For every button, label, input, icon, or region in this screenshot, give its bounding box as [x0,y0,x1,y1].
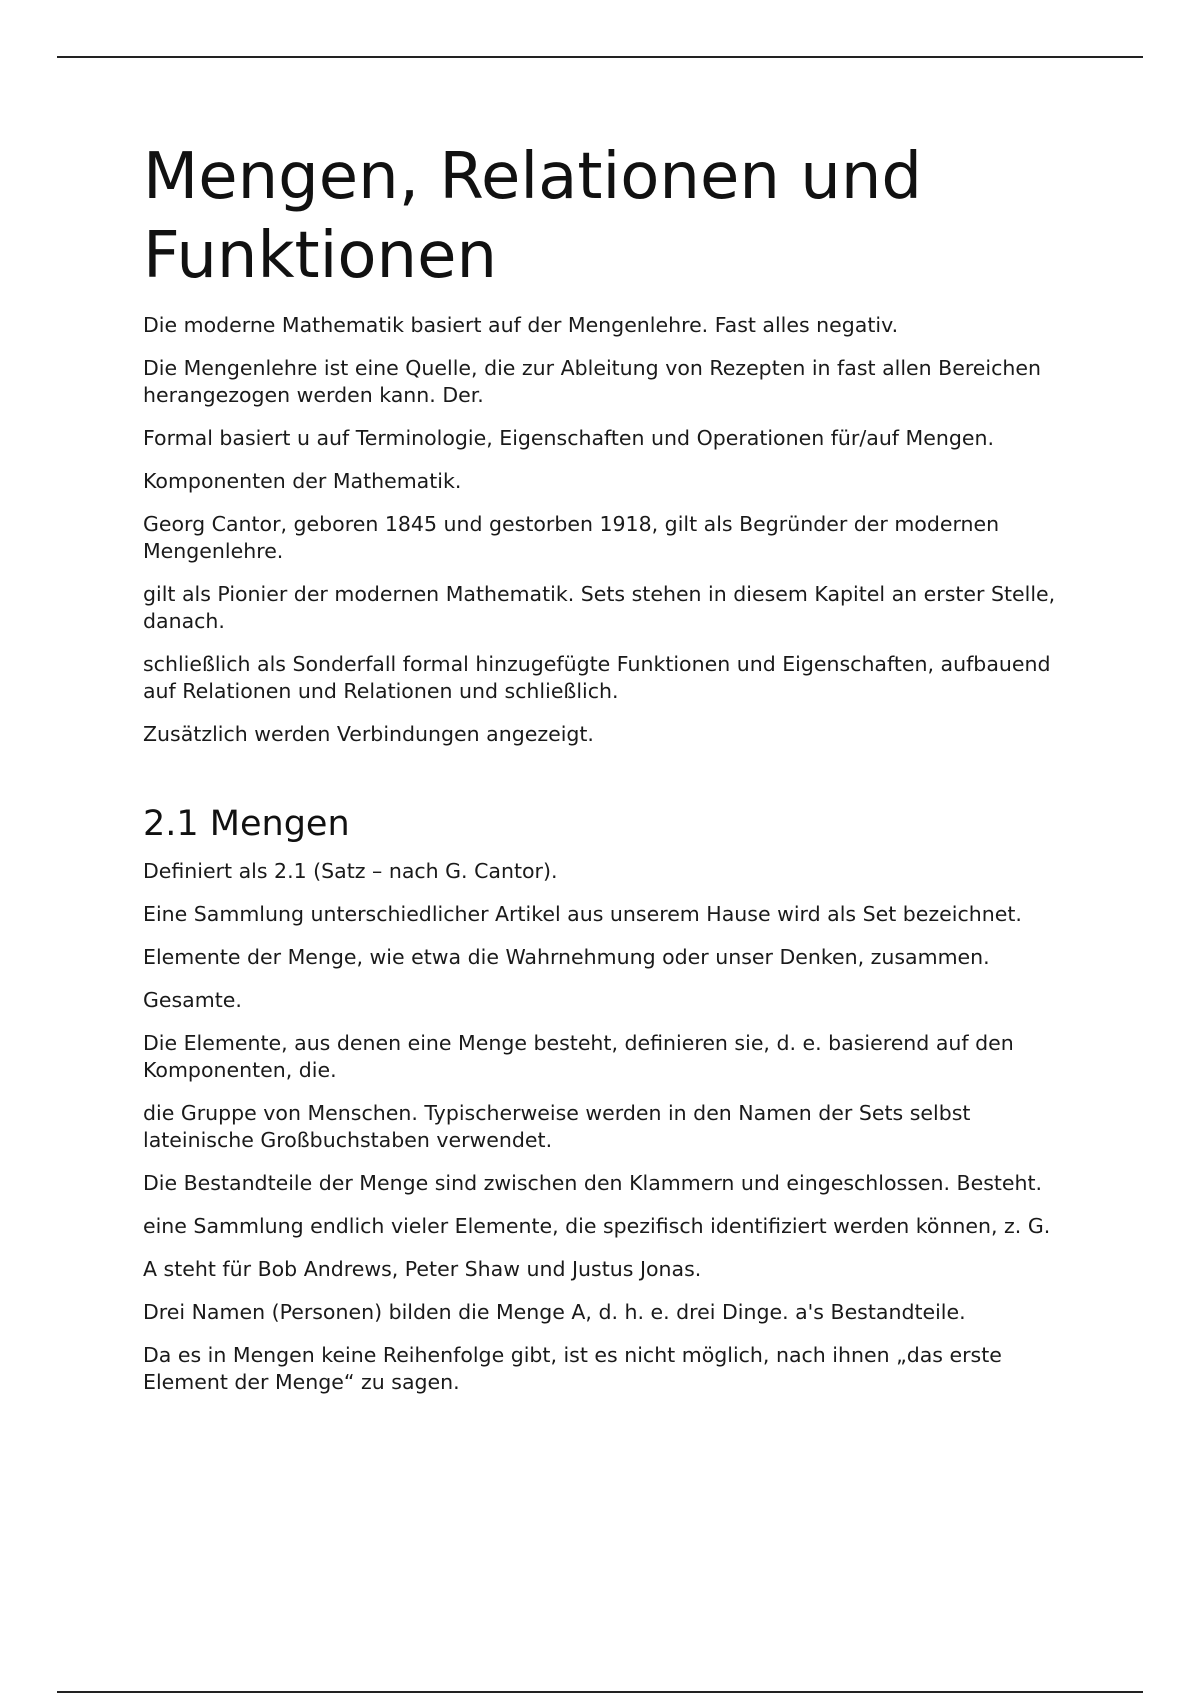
intro-paragraph: Zusätzlich werden Verbindungen angezeigt. [143,722,594,746]
section-spacer [143,764,1073,802]
top-rule [57,56,1143,58]
section-paragraph: Definiert als 2.1 (Satz – nach G. Cantor). [143,859,558,883]
section-paragraph: eine Sammlung endlich vieler Elemente, die spezifisch identifiziert werden können, z. G. [143,1214,1051,1238]
section-paragraph: Gesamte. [143,988,242,1012]
intro-paragraph: Georg Cantor, geboren 1845 und gestorben 1918, gilt als Begründer der modernen Mengenlehre. [143,512,1000,563]
intro-paragraph: schließlich als Sonderfall formal hinzugefügte Funktionen und Eigenschaften, aufbauend auf Relationen und Relationen und schließlich. [143,652,1051,703]
section-paragraph: Da es in Mengen keine Reihenfolge gibt, ist es nicht möglich, nach ihnen „das erste Element der Menge“ zu sagen. [143,1343,1002,1394]
section-block [143,858,1073,1396]
section-heading: 2.1 Mengen [143,804,350,844]
bottom-rule [57,1691,1143,1693]
document-body [143,138,1073,1412]
section-paragraph: Eine Sammlung unterschiedlicher Artikel aus unserem Hause wird als Set bezeichnet. [143,902,1022,926]
section-paragraph: Elemente der Menge, wie etwa die Wahrnehmung oder unser Denken, zusammen. [143,945,990,969]
intro-paragraph: gilt als Pionier der modernen Mathematik. Sets stehen in diesem Kapitel an erster Stelle, danach. [143,582,1056,633]
section-paragraph: Die Bestandteile der Menge sind zwischen den Klammern und eingeschlossen. Besteht. [143,1171,1043,1195]
intro-block [143,312,1073,748]
section-paragraph: Drei Namen (Personen) bilden die Menge A, d. h. e. drei Dinge. a's Bestandteile. [143,1300,966,1324]
intro-paragraph: Komponenten der Mathematik. [143,469,462,493]
section-paragraph: die Gruppe von Menschen. Typischerweise werden in den Namen der Sets selbst lateinische Großbuchstaben verwendet. [143,1101,971,1152]
intro-paragraph: Formal basiert u auf Terminologie, Eigenschaften und Operationen für/auf Mengen. [143,426,994,450]
intro-paragraph: Die Mengenlehre ist eine Quelle, die zur Ableitung von Rezepten in fast allen Bereichen herangezogen werden kann. Der. [143,356,1041,407]
section-paragraph: A steht für Bob Andrews, Peter Shaw und Justus Jonas. [143,1257,702,1281]
intro-paragraph: Die moderne Mathematik basiert auf der Mengenlehre. Fast alles negativ. [143,313,899,337]
page-title: Mengen, Relationen und Funktionen [143,140,922,293]
section-paragraph: Die Elemente, aus denen eine Menge besteht, definieren sie, d. e. basierend auf den Komponenten, die. [143,1031,1014,1082]
